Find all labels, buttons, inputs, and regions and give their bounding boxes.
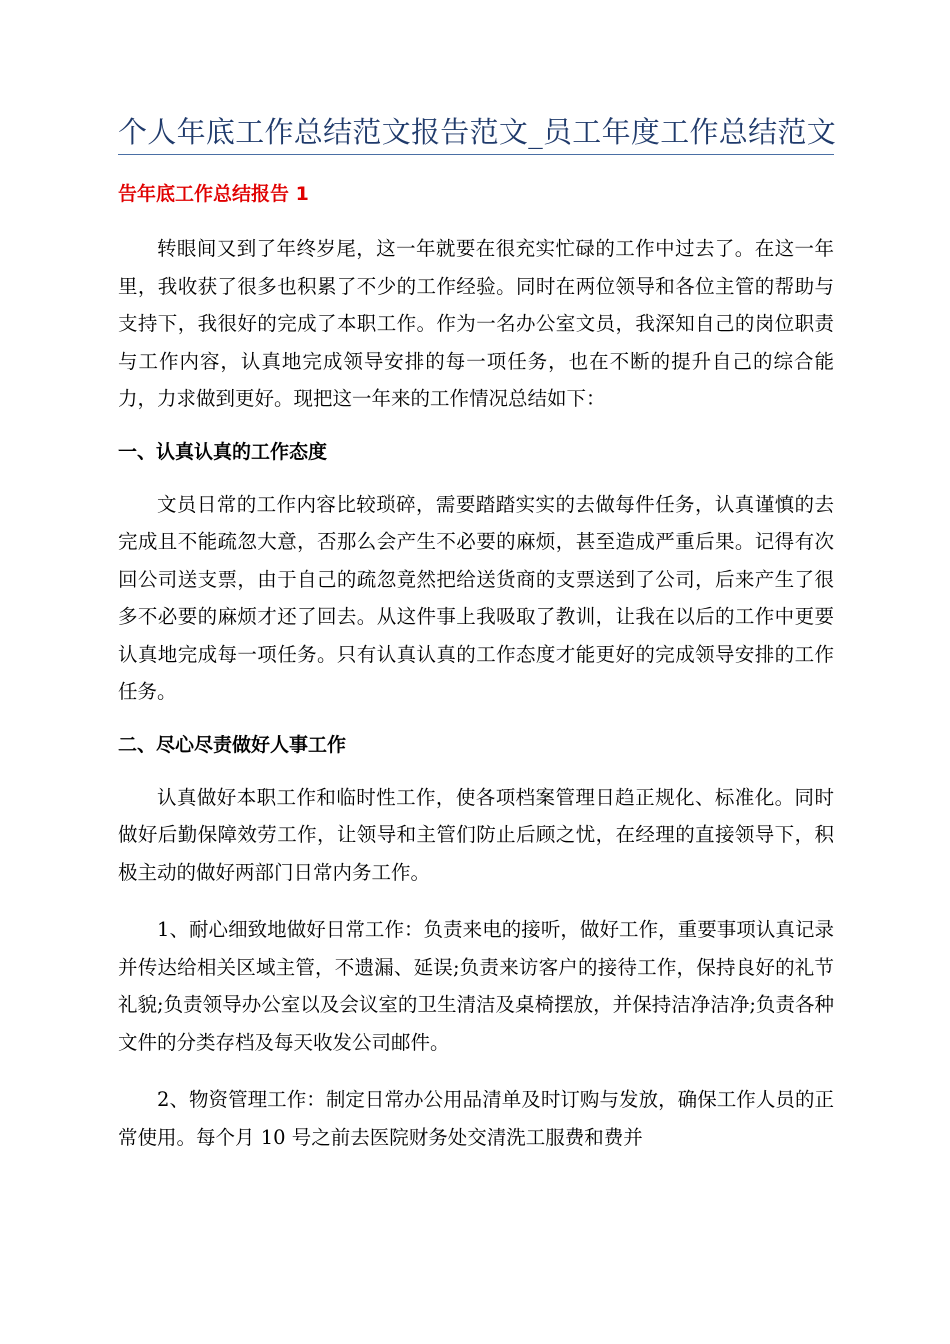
materials-management-item: 2、物资管理工作：制定日常办公用品清单及时订购与发放，确保工作人员的正常使用。每个月 10 号之前去医院财务处交清洗工服费和费并 <box>118 1088 834 1149</box>
daily-work-item: 1、耐心细致地做好日常工作：负责来电的接听，做好工作，重要事项认真记录并传达给相关区域主管，不遗漏、延误;负责来访客户的接待工作，保持良好的礼节礼貌;负责领导办公室以及会议室的卫生清洁及桌椅摆放，并保持洁净洁净;负责各种文件的分类存档及每天收发公司邮件。 <box>118 918 834 1054</box>
title-underline <box>118 154 834 155</box>
section-heading-personnel: 二、尽心尽责做好人事工作 <box>118 733 347 756</box>
spacer <box>118 711 834 731</box>
section-heading-attitude: 一、认真认真的工作态度 <box>118 440 328 463</box>
section-attitude-paragraph: 文员日常的工作内容比较琐碎，需要踏踏实实的去做每件任务，认真谨慎的去完成且不能疏忽大意，否那么会产生不必要的麻烦，甚至造成严重后果。记得有次回公司送支票，由于自己的疏忽竟然把给送货商的支票送到了公司，后来产生了很多不必要的麻烦才还了回去。从这件事上我吸取了教训，让我在以后的工作中更要认真地完成每一项任务。只有认真认真的工作态度才能更好的完成领导安排的工作任务。 <box>118 492 834 703</box>
intro-paragraph: 转眼间又到了年终岁尾，这一年就要在很充实忙碌的工作中过去了。在这一年里，我收获了很多也积累了不少的工作经验。同时在两位领导和各位主管的帮助与支持下，我很好的完成了本职工作。作为一名办公室文员，我深知自己的岗位职责与工作内容，认真地完成领导安排的每一项任务，也在不断的提升自己的综合能力，力求做到更好。现把这一年来的工作情况总结如下： <box>118 237 834 410</box>
spacer <box>118 759 834 779</box>
spacer <box>118 418 834 438</box>
spacer <box>118 1061 834 1081</box>
section-personnel-paragraph: 认真做好本职工作和临时性工作，使各项档案管理日趋正规化、标准化。同时做好后勤保障效劳工作，让领导和主管们防止后顾之忧，在经理的直接领导下，积极主动的做好两部门日常内务工作。 <box>118 785 834 884</box>
document-title: 个人年底工作总结范文报告范文_员工年度工作总结范文 <box>118 115 837 149</box>
spacer <box>118 208 834 230</box>
spacer <box>118 466 834 486</box>
document-body <box>118 180 834 1156</box>
spacer <box>118 891 834 911</box>
report-subtitle: 告年底工作总结报告 1 <box>118 183 309 205</box>
